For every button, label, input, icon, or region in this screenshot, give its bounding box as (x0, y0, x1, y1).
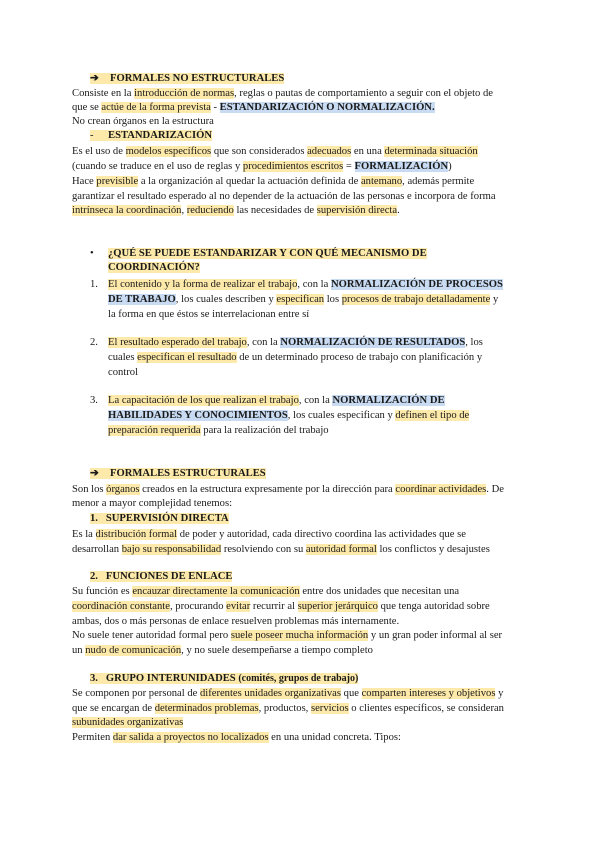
paragraph-line: Su función es encauzar directamente la comunicación entre dos unidades que necesitan una (72, 586, 460, 597)
subheading-supervision-directa: 1. SUPERVISIÓN DIRECTA (90, 513, 229, 524)
list-item-line: control (108, 367, 139, 378)
list-item-line: la forma en que éstos se interrelacionan entre sí (108, 309, 310, 320)
paragraph-line: (cuando se traduce en el uso de reglas y procedimientos escritos = FORMALIZACIÓN) (72, 161, 452, 172)
paragraph-line: No crean órganos en la estructura (72, 116, 214, 127)
arrow-right-icon: ➔ (90, 73, 99, 84)
paragraph-line: No suele tener autoridad formal pero suele poseer mucha información y un gran poder informal al ser (72, 630, 503, 641)
question-heading-cont: COORDINACIÓN? (108, 262, 200, 273)
paragraph-line: menor a mayor complejidad tenemos: (72, 498, 233, 509)
paragraph-line: Se componen por personal de diferentes unidades organizativas que comparten intereses y objetivos y (72, 688, 504, 699)
list-number: 3. (90, 395, 98, 406)
paragraph-line: un nudo de comunicación, y no suele desempeñarse a tiempo completo (72, 645, 373, 656)
section-heading-estructurales: ➔ FORMALES ESTRUCTURALES (90, 468, 266, 479)
paragraph-line: Es el uso de modelos específicos que son considerados adecuados en una determinada situación (72, 146, 478, 157)
section-heading-no-estructurales: ➔ FORMALES NO ESTRUCTURALES (90, 73, 285, 84)
paragraph-line: que se encargan de determinados problemas, productos, servicios o clientes específicos, se consideran (72, 703, 504, 714)
arrow-right-icon: ➔ (90, 468, 99, 479)
paragraph-line: Son los órganos creados en la estructura expresamente por la dirección para coordinar actividades. De (72, 484, 504, 495)
list-item-line: HABILIDADES Y CONOCIMIENTOS, los cuales especifican y definen el tipo de (108, 410, 470, 421)
paragraph-line: coordinación constante, procurando evitar recurrir al superior jerárquico que tenga autoridad sobre (72, 601, 490, 612)
list-number: 1. (90, 279, 98, 290)
list-item-line: DE TRABAJO, los cuales describen y especifican los procesos de trabajo detalladamente y (108, 294, 499, 305)
subheading-estandarizacion: - ESTANDARIZACIÓN (90, 130, 212, 141)
paragraph-line: Permiten dar salida a proyectos no localizados en una unidad concreta. Tipos: (72, 732, 401, 743)
list-item-line: El contenido y la forma de realizar el trabajo, con la NORMALIZACIÓN DE PROCESOS (108, 279, 503, 290)
paragraph-line: subunidades organizativas (72, 717, 184, 728)
paragraph-line: intrínseca la coordinación, reduciendo las necesidades de supervisión directa. (72, 205, 400, 216)
paragraph-line: desarrollan bajo su responsabilidad resolviendo con su autoridad formal los conflictos y desajustes (72, 544, 490, 555)
list-item-line: preparación requerida para la realización del trabajo (108, 425, 329, 436)
question-heading: • ¿QUÉ SE PUEDE ESTANDARIZAR Y CON QUÉ MECANISMO DE (90, 248, 427, 259)
paragraph-line: garantizar el resultado esperado al no depender de la actuación de las personas e incorpora de forma (72, 191, 496, 202)
paragraph-line: que se actúe de la forma prevista - ESTANDARIZACIÓN O NORMALIZACIÓN. (72, 102, 435, 113)
paragraph-line: Es la distribución formal de poder y autoridad, cada directivo coordina las actividades que se (72, 529, 466, 540)
list-item-line: La capacitación de los que realizan el trabajo, con la NORMALIZACIÓN DE (108, 395, 445, 406)
list-item-line: El resultado esperado del trabajo, con la NORMALIZACIÓN DE RESULTADOS, los (108, 337, 483, 348)
list-item-line: cuales especifican el resultado de un determinado proceso de trabajo con planificación y (108, 352, 483, 363)
subheading-grupo-interunidades: 3. GRUPO INTERUNIDADES (comités, grupos de trabajo) (90, 673, 359, 684)
paragraph-line: ambas, dos o más personas de enlace resuelven problemas más internamente. (72, 616, 400, 627)
subheading-funciones-enlace: 2. FUNCIONES DE ENLACE (90, 571, 233, 582)
paragraph-line: Hace previsible a la organización al quedar la actuación definida de antemano, además permite (72, 176, 475, 187)
paragraph-line: Consiste en la introducción de normas, reglas o pautas de comportamiento a seguir con el objeto de (72, 88, 493, 99)
list-number: 2. (90, 337, 98, 348)
